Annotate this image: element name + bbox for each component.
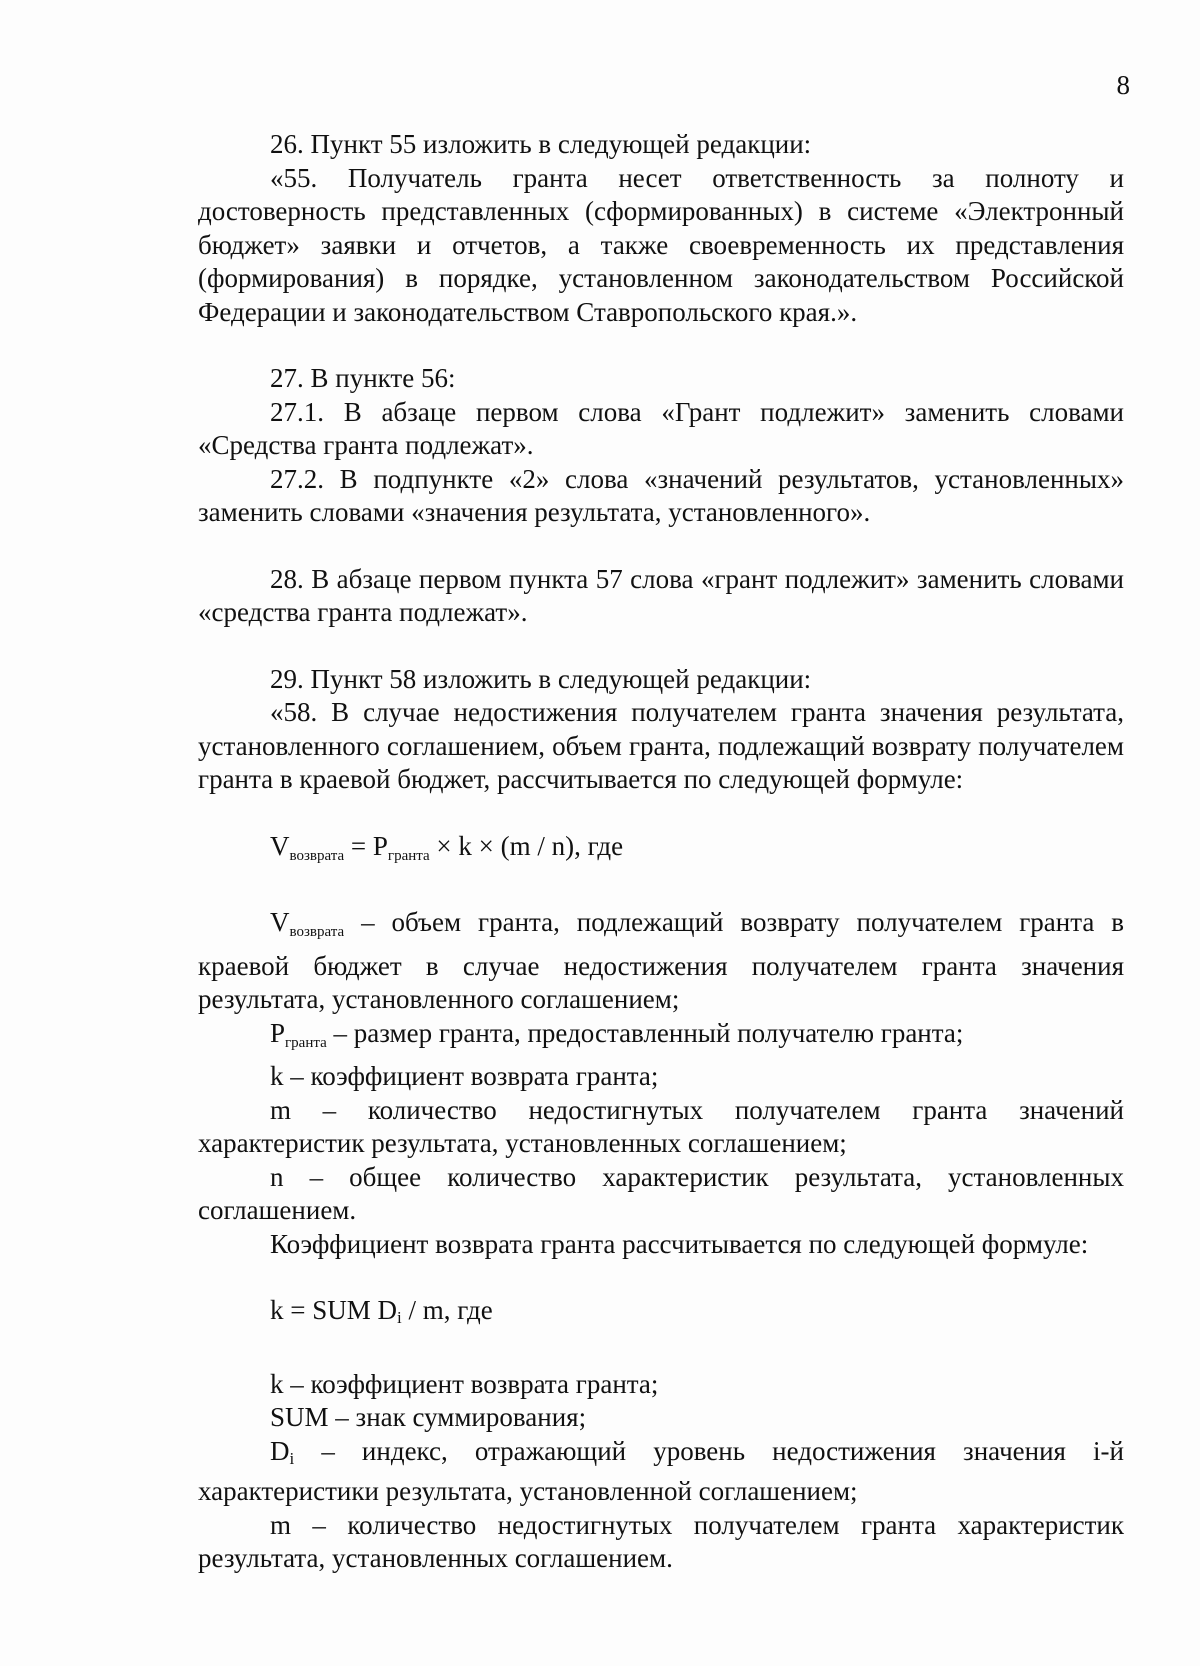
def-k: k – коэффициент возврата гранта; xyxy=(270,1061,659,1091)
def2-sum: SUM – знак суммирования; xyxy=(270,1402,587,1432)
item-28: 28. В абзаце первом пункта 57 слова «грант подлежит» заменить словами «средства гранта подлежат». xyxy=(198,563,1124,627)
formula-coefficient: k = SUM Di / m, где xyxy=(270,1295,493,1327)
coef-intro: Коэффициент возврата гранта рассчитывается по следующей формуле: xyxy=(270,1228,1089,1259)
def-m: m – количество недостигнутых получателем гранта значений характеристик результата, установленных соглашением; xyxy=(198,1094,1124,1158)
item-27-2: 27.2. В подпункте «2» слова «значений результатов, установленных» заменить словами «значения результата, установленного». xyxy=(198,463,1124,527)
formula-refund: $V_{возврата} = P_{гранта} \times k \times (m / n)$, где xyxy=(270,830,624,864)
item-26-title: 26. Пункт 55 изложить в следующей редакции: xyxy=(270,129,812,159)
def-p: $P_{гранта}$ – размер гранта, предоставленный получателю гранта; xyxy=(270,1017,964,1051)
item-29-text: «58. В случае недостижения получателем гранта значения результата, установленного соглашением, объем гранта, подлежащий возврату получателем гранта в краевой бюджет, рассчитывается по следующей формуле: xyxy=(198,697,1124,794)
item-27-1: 27.1. В абзаце первом слова «Грант подлежит» заменить словами «Средства гранта подлежат». xyxy=(198,396,1124,460)
def2-k: k – коэффициент возврата гранта; xyxy=(270,1368,659,1399)
page-number: 8 xyxy=(1116,70,1130,100)
item-26-text: «55. Получатель гранта несет ответственность за полноту и достоверность представленных (сформированных) в системе «Электронный бюджет» заявки и отчетов, а также своевременность их представления (формирования) в порядке, установленном законодательством Российской Федерации и законодательством Ставропольского края.». xyxy=(198,162,1124,327)
document-body xyxy=(198,128,1124,1576)
def2-m: m – количество недостигнутых получателем гранта характеристик результата, установленных соглашением. xyxy=(198,1509,1124,1573)
item-27-title: 27. В пункте 56: xyxy=(270,363,456,393)
def2-d: Di – индекс, отражающий уровень недостижения значения i-й характеристики результата, установленной соглашением; xyxy=(198,1435,1124,1506)
def-n: n – общее количество характеристик результата, установленных соглашением. xyxy=(198,1161,1124,1225)
def-v: $V_{возврата}$ – объем гранта, подлежащий возврату получателем гранта в краевой бюджет в случае недостижения получателем гранта значения результата, установленного соглашением; xyxy=(198,907,1124,1014)
item-29-title: 29. Пункт 58 изложить в следующей редакции: xyxy=(270,663,812,694)
